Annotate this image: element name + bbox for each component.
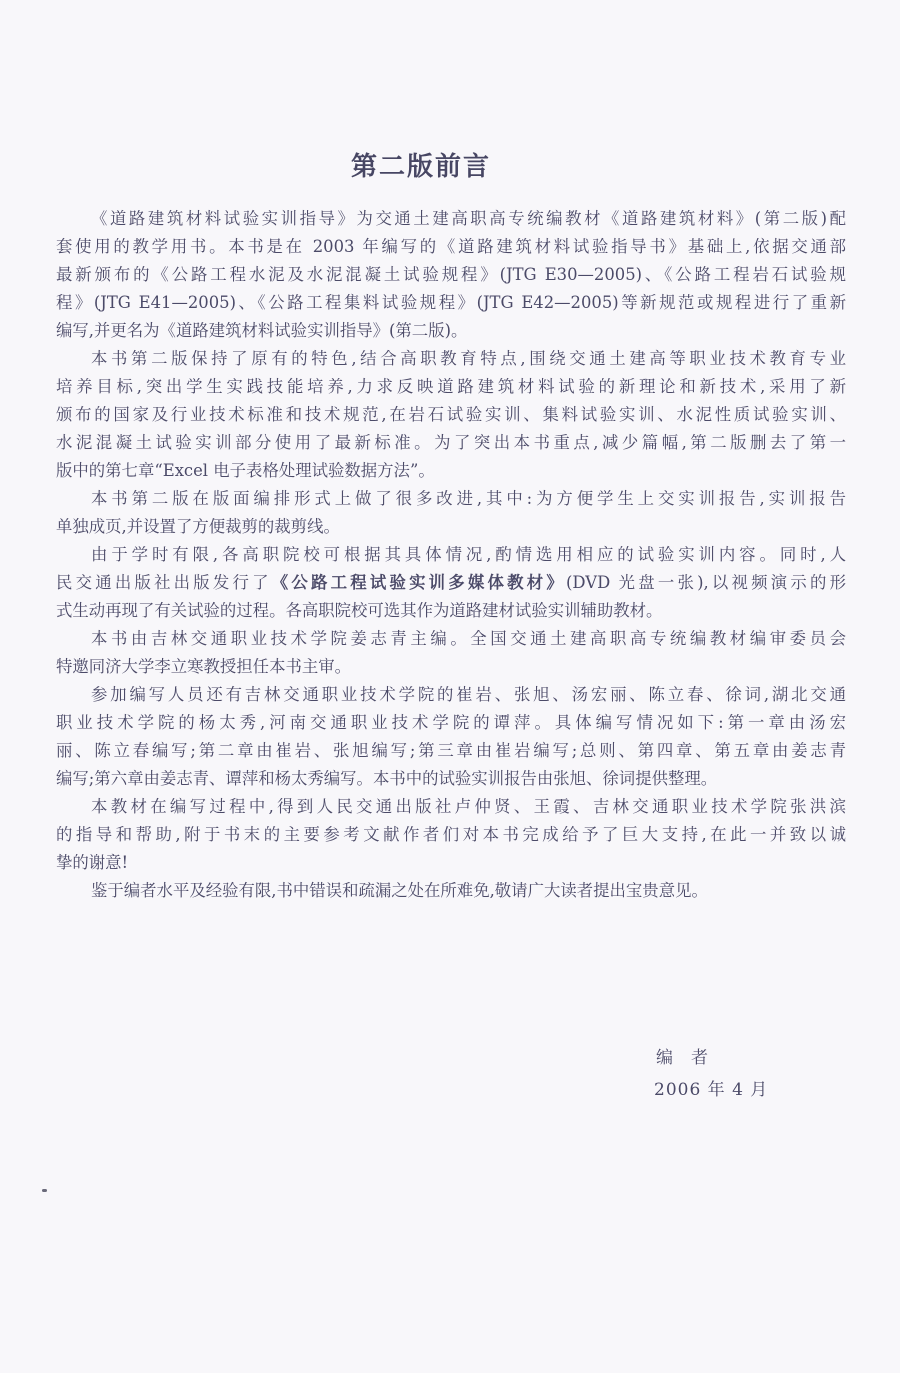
page-title: 第二版前言 <box>350 152 491 182</box>
paragraph-line: 职业技术学院的杨太秀,河南交通职业技术学院的谭萍。具体编写情况如下:第一章由汤宏 <box>56 713 846 732</box>
paragraph-line: 特邀同济大学李立寒教授担任本书主审。 <box>56 657 352 676</box>
preface-date: 2006 年 4 月 <box>654 1080 769 1100</box>
multimedia-title: 《公路工程试验实训多媒体教材》 <box>271 573 566 592</box>
paragraph-line: 鉴于编者水平及经验有限,书中错误和疏漏之处在所难免,敬请广大读者提出宝贵意见。 <box>91 881 708 900</box>
paragraph-line: 本书第二版在版面编排形式上做了很多改进,其中:为方便学生上交实训报告,实训报告 <box>91 489 846 508</box>
paragraph-line: 颁布的国家及行业技术标准和技术规范,在岩石试验实训、集料试验实训、水泥性质试验实训、 <box>56 405 846 424</box>
paragraph-line: 编写;第六章由姜志青、谭萍和杨太秀编写。本书中的试验实训报告由张旭、徐词提供整理。 <box>56 769 718 788</box>
paragraph-line: 套使用的教学用书。本书是在 2003 年编写的《道路建筑材料试验指导书》基础上,依据交通部 <box>56 237 846 256</box>
scan-speck <box>42 1189 47 1192</box>
paragraph-line: 最新颁布的《公路工程水泥及水泥混凝土试验规程》(JTG E30—2005)、《公路工程岩石试验规 <box>56 265 846 284</box>
paragraph-line: 培养目标,突出学生实践技能培养,力求反映道路建筑材料试验的新理论和新技术,采用了新 <box>56 377 846 396</box>
paragraph-line: 《道路建筑材料试验实训指导》为交通土建高职高专统编教材《道路建筑材料》(第二版)配 <box>91 209 846 228</box>
paragraph-line: 编写,并更名为《道路建筑材料试验实训指导》(第二版)。 <box>56 321 468 340</box>
author-signature: 编者 <box>656 1048 726 1068</box>
paragraph-line: 参加编写人员还有吉林交通职业技术学院的崔岩、张旭、汤宏丽、陈立春、徐词,湖北交通 <box>91 685 846 704</box>
paragraph-line: 本书由吉林交通职业技术学院姜志青主编。全国交通土建高职高专统编教材编审委员会 <box>91 629 846 648</box>
paragraph-line: 本教材在编写过程中,得到人民交通出版社卢仲贤、王霞、吉林交通职业技术学院张洪滨 <box>91 797 846 816</box>
paragraph-line: 由于学时有限,各高职院校可根据其具体情况,酌情选用相应的试验实训内容。同时,人 <box>91 545 846 564</box>
paragraph-line: 单独成页,并设置了方便裁剪的裁剪线。 <box>56 517 340 536</box>
paragraph-line: 水泥混凝土试验实训部分使用了最新标准。为了突出本书重点,减少篇幅,第二版删去了第一 <box>56 433 846 452</box>
line-segment: (DVD 光盘一张),以视频演示的形 <box>565 573 847 592</box>
paragraph-line: 丽、陈立春编写;第二章由崔岩、张旭编写;第三章由崔岩编写;总则、第四章、第五章由姜志青 <box>56 741 846 760</box>
paragraph-line: 挚的谢意! <box>56 853 129 872</box>
preface-body <box>56 205 846 905</box>
paragraph-line: 本书第二版保持了原有的特色,结合高职教育特点,围绕交通土建高等职业技术教育专业 <box>91 349 846 368</box>
paragraph-line: 的指导和帮助,附于书末的主要参考文献作者们对本书完成给予了巨大支持,在此一并致以诚 <box>56 825 846 844</box>
paragraph-line: 版中的第七章“Excel 电子表格处理试验数据方法”。 <box>56 461 435 480</box>
paragraph-line: 程》(JTG E41—2005)、《公路工程集料试验规程》(JTG E42—2005)等新规范或规程进行了重新 <box>56 293 846 312</box>
paragraph-line: 式生动再现了有关试验的过程。各高职院校可选其作为道路建材试验实训辅助教材。 <box>56 601 663 620</box>
line-segment: 民交通出版社出版发行了 <box>56 573 272 592</box>
paragraph-line <box>56 569 846 597</box>
